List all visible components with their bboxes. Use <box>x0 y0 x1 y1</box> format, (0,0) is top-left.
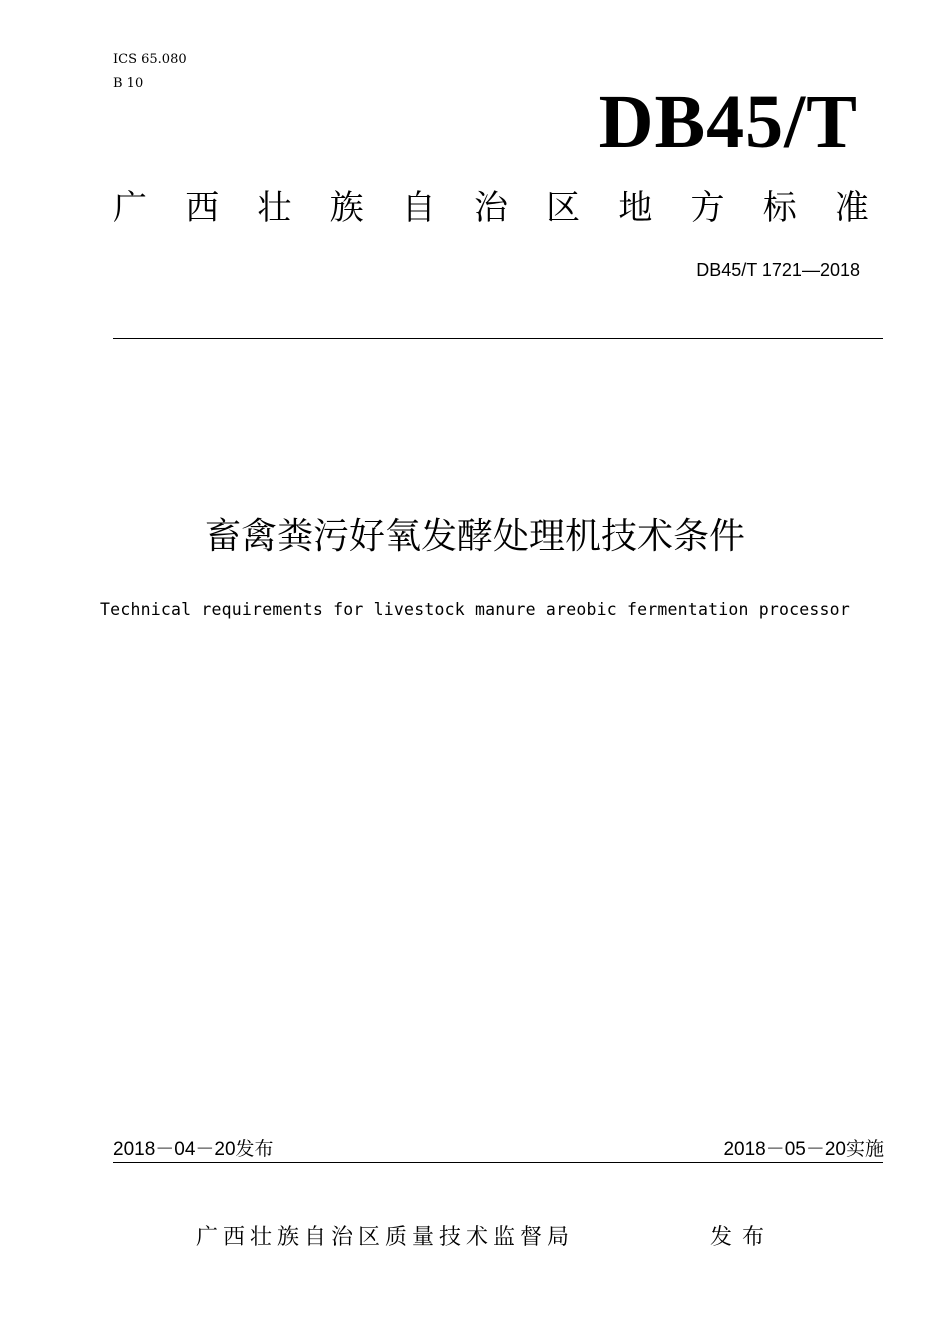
region-title-char: 区 <box>546 188 581 228</box>
region-title-char: 方 <box>690 188 725 228</box>
region-title-char: 准 <box>834 188 869 228</box>
standard-number: DB45/T 1721—2018 <box>696 260 860 280</box>
ics-code: ICS 65.080 <box>113 52 187 67</box>
document-title-en: Technical requirements for livestock manure areobic fermentation processor <box>100 600 850 619</box>
header-divider <box>113 338 883 339</box>
classification-codes <box>113 48 187 96</box>
region-title-char: 广 <box>113 188 147 228</box>
issue-date: 2018－04－20发布 <box>113 1139 274 1160</box>
publish-label: 发布 <box>710 1225 775 1250</box>
region-title-char: 治 <box>473 188 508 228</box>
region-standard-title <box>113 186 869 230</box>
ccs-code: B 10 <box>113 76 144 91</box>
region-title-char: 自 <box>401 188 436 228</box>
region-title-char: 标 <box>762 188 797 228</box>
effective-date: 2018－05－20实施 <box>723 1139 884 1160</box>
standard-mark: DB45/T <box>598 80 858 164</box>
publisher-name: 广西壮族自治区质量技术监督局 <box>196 1225 575 1250</box>
region-title-char: 壮 <box>257 188 292 228</box>
document-title-zh: 畜禽粪污好氧发酵处理机技术条件 <box>204 516 745 557</box>
region-title-char: 族 <box>329 188 364 228</box>
region-title-char: 地 <box>618 188 653 228</box>
region-title-char: 西 <box>185 188 220 228</box>
footer-divider <box>113 1162 883 1163</box>
